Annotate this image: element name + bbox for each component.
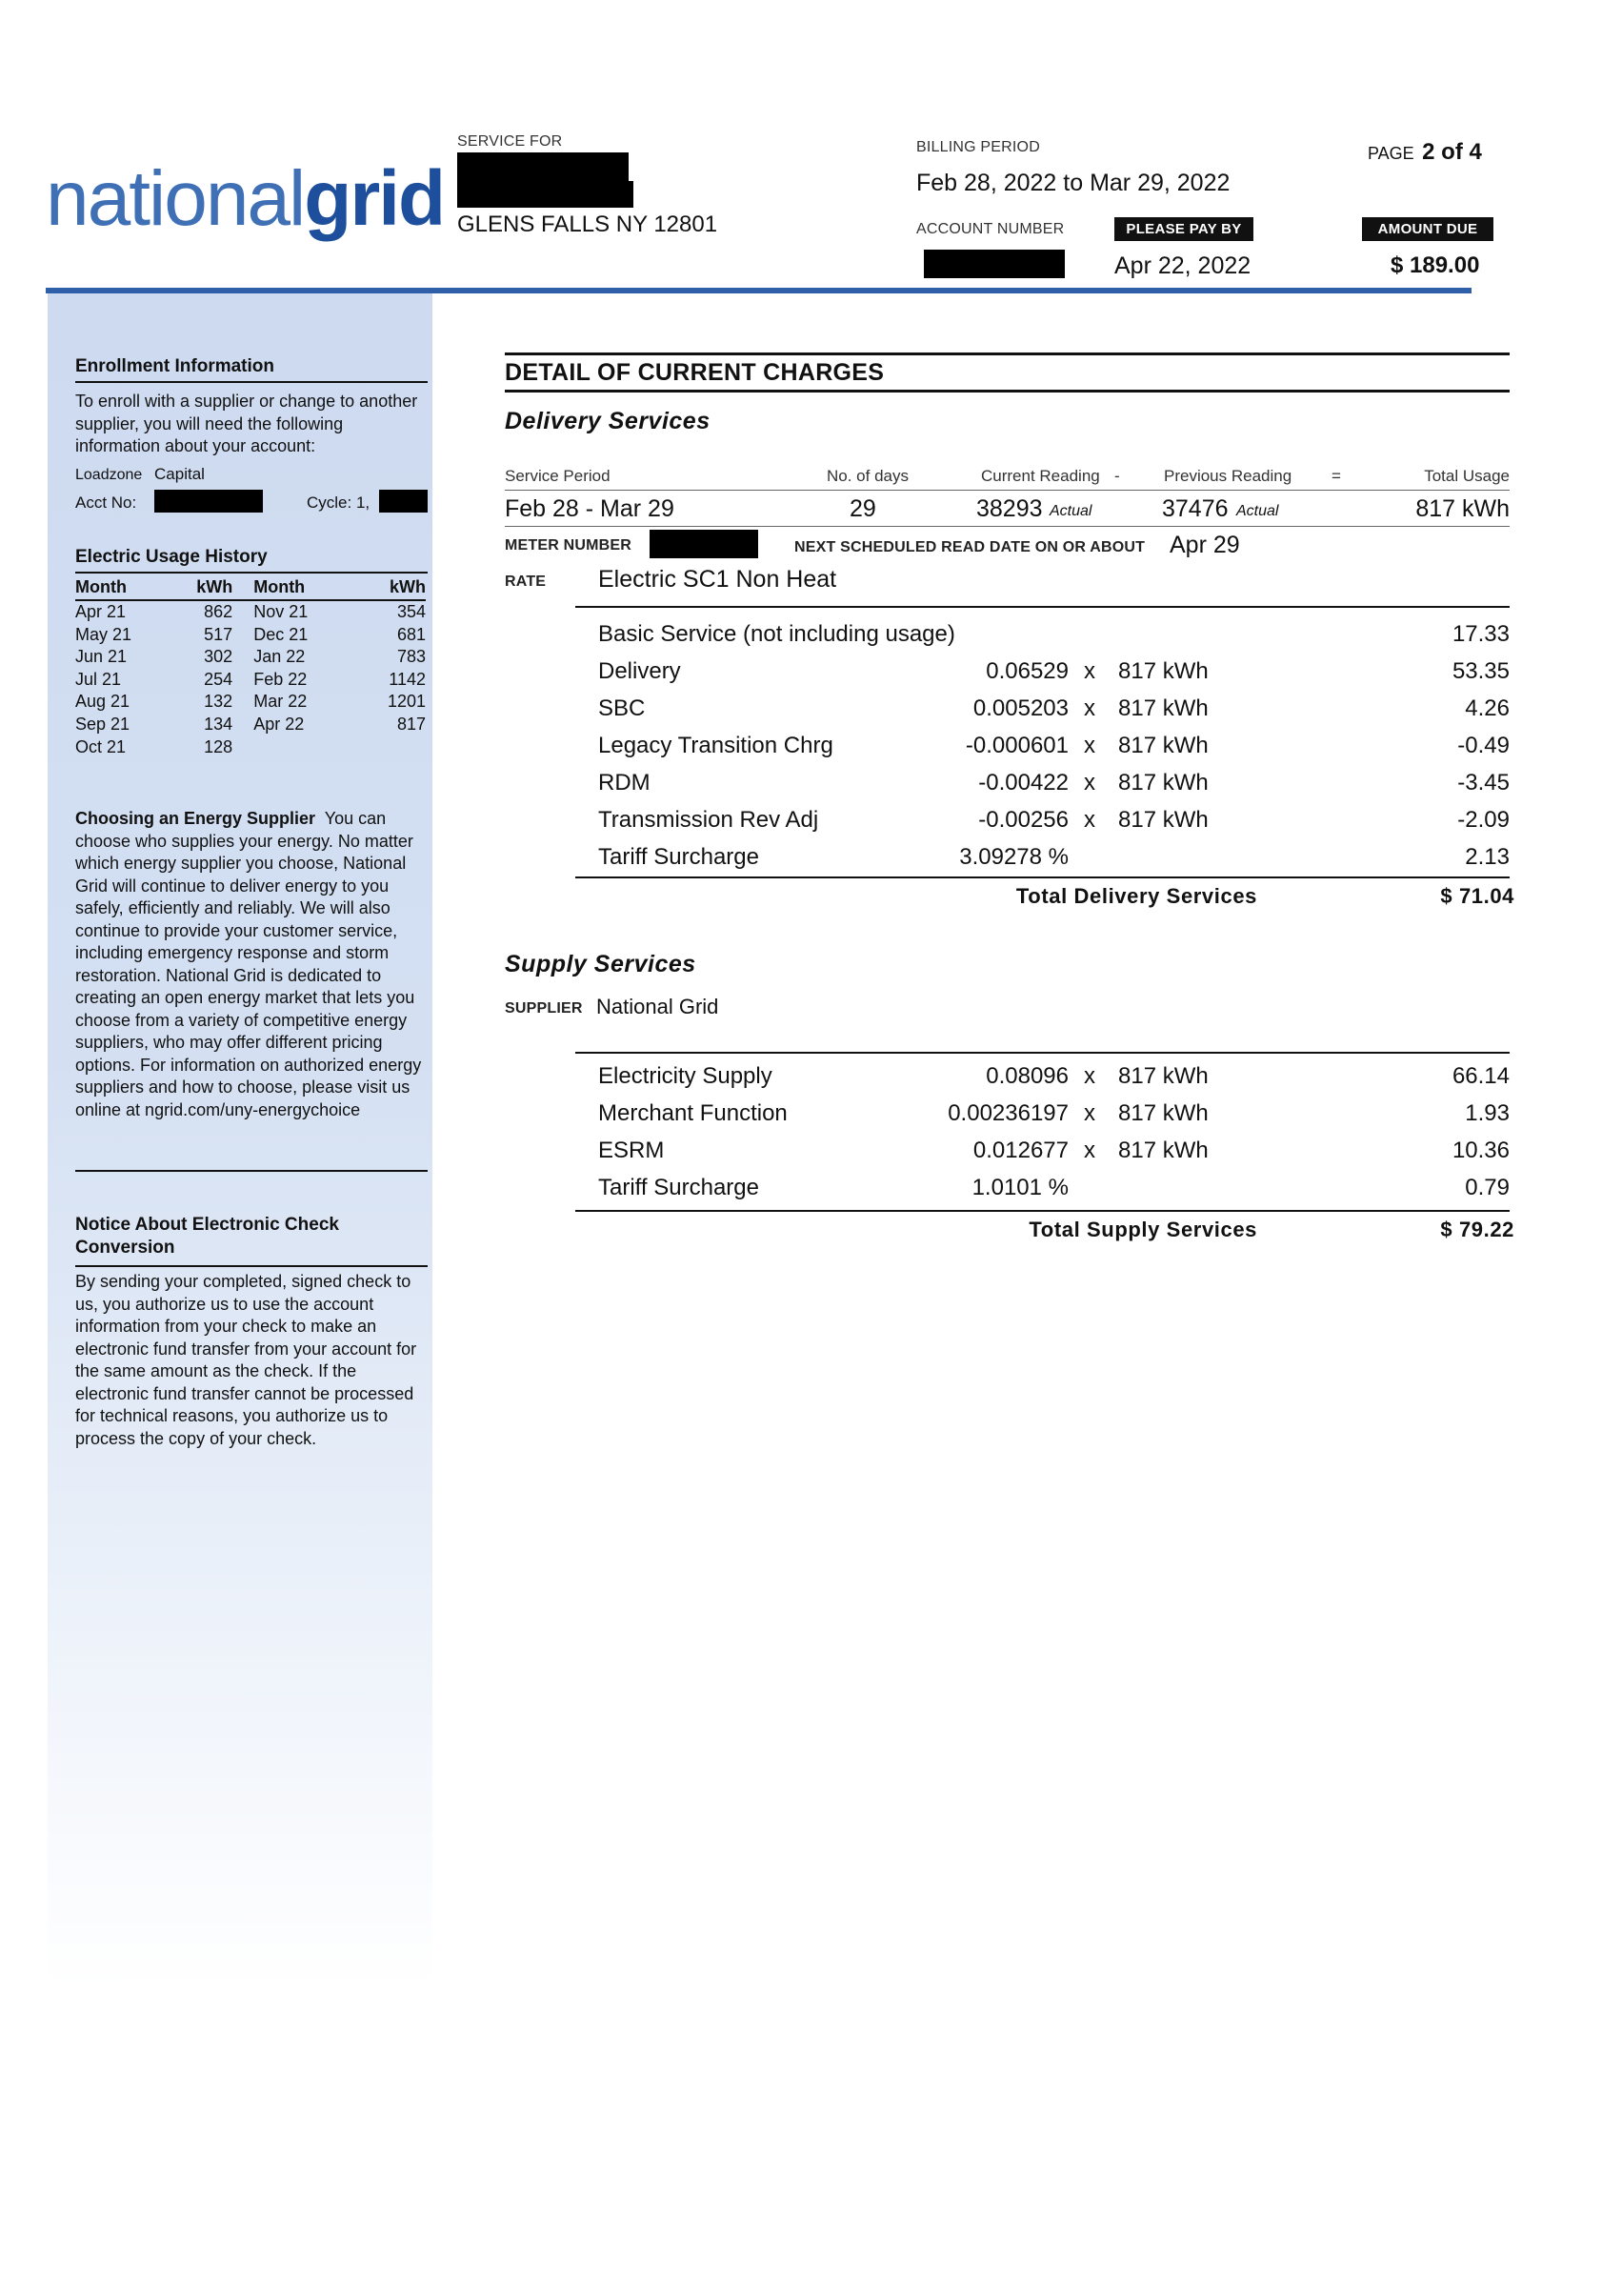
table-row <box>75 714 426 736</box>
delivery-services-title: Delivery Services <box>505 408 711 434</box>
supplier-value: National Grid <box>596 995 719 1018</box>
table-row <box>75 600 426 624</box>
charge-name: Tariff Surcharge <box>598 844 759 870</box>
redacted-acct-no <box>154 490 263 513</box>
usage-kwh: 517 <box>204 624 233 644</box>
page-value: 2 of 4 <box>1422 139 1482 165</box>
charge-quantity: 817 kWh <box>1118 807 1209 833</box>
charge-name: Delivery <box>598 658 681 684</box>
charge-amount: 4.26 <box>1465 695 1510 721</box>
cycle-label: Cycle: 1, <box>307 493 370 512</box>
charge-name: RDM <box>598 770 651 796</box>
previous-reading-type: Actual <box>1236 503 1279 519</box>
charge-quantity: 817 kWh <box>1118 695 1209 721</box>
usage-kwh: 862 <box>204 602 233 621</box>
charge-amount: 66.14 <box>1452 1063 1510 1089</box>
check-conversion-text: By sending your completed, signed check to us, you authorize us to use the account information from your check to make an electronic fund transfer from your account for the same amount as the check. If the electronic fund transfer cannot be processed for technical reasons, you authorize us to process the copy of your check. <box>75 1272 417 1448</box>
charge-amount: 1.93 <box>1465 1100 1510 1126</box>
charge-times: x <box>1084 770 1095 796</box>
usage-month: Jul 21 <box>75 669 122 689</box>
amount-due-label: AMOUNT DUE <box>1362 217 1493 241</box>
usage-kwh <box>361 736 426 759</box>
charge-rate: 0.005203 <box>972 695 1069 721</box>
usage-month: Jan 22 <box>253 647 306 667</box>
amount-due: $ 189.00 <box>1391 252 1480 278</box>
delivery-bottom-rule <box>575 876 1510 878</box>
table-row <box>75 691 426 714</box>
enrollment-title: Enrollment Information <box>75 356 428 383</box>
charge-amount: -0.49 <box>1457 733 1510 758</box>
charge-amount: 2.13 <box>1465 844 1510 870</box>
reading-divider <box>505 526 1510 527</box>
usage-col-month-1: Month <box>75 577 171 600</box>
charge-name: Merchant Function <box>598 1100 788 1126</box>
check-conversion-title: Notice About Electronic Check Conversion <box>75 1214 428 1267</box>
previous-reading: 37476 <box>1162 495 1229 522</box>
charge-name: Legacy Transition Chrg <box>598 733 833 758</box>
charge-name: SBC <box>598 695 646 721</box>
rate-value: Electric SC1 Non Heat <box>598 566 837 593</box>
charge-rate: -0.00422 <box>978 770 1069 796</box>
billing-period-label: BILLING PERIOD <box>916 139 1040 155</box>
please-pay-by-label: PLEASE PAY BY <box>1114 217 1253 241</box>
usage-month: Apr 21 <box>75 602 127 621</box>
rate-label: RATE <box>505 574 547 590</box>
usage-month: Sep 21 <box>75 714 130 734</box>
page-indicator <box>1368 139 1482 166</box>
charge-times: x <box>1084 733 1095 758</box>
supply-top-rule <box>575 1052 1510 1054</box>
total-usage: 817 kWh <box>1415 495 1510 522</box>
loadzone <box>75 463 428 487</box>
charge-name: Basic Service (not including usage) <box>598 621 955 647</box>
charge-quantity: 817 kWh <box>1118 770 1209 796</box>
charge-times: x <box>1084 807 1095 833</box>
usage-month: Aug 21 <box>75 692 130 712</box>
current-reading: 38293 <box>976 495 1043 522</box>
col-minus: - <box>1114 467 1120 485</box>
charge-quantity: 817 kWh <box>1118 1063 1209 1089</box>
usage-month <box>232 736 361 759</box>
account-number-label: ACCOUNT NUMBER <box>916 221 1065 237</box>
charge-amount: 0.79 <box>1465 1175 1510 1200</box>
charge-quantity: 817 kWh <box>1118 1100 1209 1126</box>
usage-history-title: Electric Usage History <box>75 547 428 574</box>
table-row <box>75 736 426 759</box>
loadzone-label: Loadzone <box>75 467 143 483</box>
charge-rate: 1.0101 % <box>971 1175 1069 1200</box>
charge-rate: 0.08096 <box>986 1063 1069 1089</box>
next-read-label: NEXT SCHEDULED READ DATE ON OR ABOUT <box>794 539 1146 555</box>
table-row <box>75 646 426 669</box>
col-service-period: Service Period <box>505 467 611 485</box>
supplier-label: SUPPLIER <box>505 1000 583 1017</box>
charge-rate: 0.012677 <box>972 1138 1069 1163</box>
energy-supplier-block <box>75 808 428 1121</box>
logo-text-light: national <box>46 155 305 242</box>
usage-col-month-2: Month <box>232 577 361 600</box>
usage-kwh: 132 <box>204 692 233 712</box>
usage-kwh: 254 <box>204 669 233 689</box>
usage-history-table <box>75 577 426 758</box>
enrollment-text: To enroll with a supplier or change to another supplier, you will need the following information about your account: <box>75 392 418 455</box>
service-period: Feb 28 - Mar 29 <box>505 495 674 522</box>
table-row <box>75 624 426 647</box>
supply-services-title: Supply Services <box>505 951 696 977</box>
charge-amount: 10.36 <box>1452 1138 1510 1163</box>
usage-col-kwh-2: kWh <box>361 577 426 600</box>
total-supply-label: Total Supply Services <box>1029 1218 1257 1241</box>
service-for-label: SERVICE FOR <box>457 133 563 150</box>
national-grid-logo <box>46 155 445 242</box>
service-city: GLENS FALLS NY 12801 <box>457 211 718 237</box>
charge-rate: 0.06529 <box>986 658 1069 684</box>
redacted-account-number <box>924 250 1065 278</box>
usage-month: Jun 21 <box>75 647 128 667</box>
usage-month: Feb 22 <box>253 669 308 689</box>
sidebar-divider <box>75 1170 428 1172</box>
usage-kwh: 302 <box>204 647 233 667</box>
charge-quantity: 817 kWh <box>1118 1138 1209 1163</box>
total-supply-amount: $ 79.22 <box>1440 1218 1514 1241</box>
charge-times: x <box>1084 1138 1095 1163</box>
col-equals: = <box>1332 467 1341 485</box>
usage-kwh: 1201 <box>387 692 426 712</box>
pay-by-date: Apr 22, 2022 <box>1114 252 1252 279</box>
usage-kwh: 681 <box>396 624 426 644</box>
col-days: No. of days <box>827 467 909 485</box>
charge-name: ESRM <box>598 1138 665 1163</box>
col-total-usage: Total Usage <box>1424 467 1510 485</box>
col-previous-reading: Previous Reading <box>1164 467 1292 485</box>
charge-rate: 0.00236197 <box>948 1100 1069 1126</box>
charge-name: Transmission Rev Adj <box>598 807 819 833</box>
charge-quantity: 817 kWh <box>1118 733 1209 758</box>
usage-month: May 21 <box>75 624 132 644</box>
header-divider <box>505 490 1510 491</box>
charge-times: x <box>1084 658 1095 684</box>
charge-name: Tariff Surcharge <box>598 1175 759 1200</box>
usage-header-row <box>75 577 426 600</box>
total-delivery-label: Total Delivery Services <box>1015 884 1257 908</box>
usage-kwh: 354 <box>396 602 426 621</box>
usage-kwh: 817 <box>396 714 426 734</box>
usage-month: Apr 22 <box>253 714 305 734</box>
usage-month: Mar 22 <box>253 692 308 712</box>
usage-kwh: 128 <box>204 736 233 756</box>
charge-rate: 3.09278 % <box>959 844 1069 870</box>
billing-period: Feb 28, 2022 to Mar 29, 2022 <box>916 170 1231 196</box>
redacted-cycle <box>379 490 428 513</box>
usage-kwh: 783 <box>396 647 426 667</box>
detail-title: DETAIL OF CURRENT CHARGES <box>505 352 1510 393</box>
usage-month: Oct 21 <box>75 736 127 756</box>
charge-amount: 53.35 <box>1452 658 1510 684</box>
next-read-date: Apr 29 <box>1170 532 1240 558</box>
charge-rate: -0.000601 <box>965 733 1069 758</box>
usage-col-kwh-1: kWh <box>171 577 233 600</box>
total-delivery-amount: $ 71.04 <box>1440 884 1514 908</box>
logo-text-bold: grid <box>304 155 445 242</box>
charge-amount: -3.45 <box>1457 770 1510 796</box>
charge-amount: -2.09 <box>1457 807 1510 833</box>
usage-month: Nov 21 <box>253 602 309 621</box>
current-reading-type: Actual <box>1050 503 1092 519</box>
col-current-reading: Current Reading <box>981 467 1100 485</box>
acct-no-label: Acct No: <box>75 493 137 512</box>
usage-kwh: 1142 <box>389 669 426 689</box>
charge-rate: -0.00256 <box>978 807 1069 833</box>
loadzone-value: Capital <box>154 465 205 483</box>
energy-supplier-title: Choosing an Energy Supplier <box>75 809 316 828</box>
table-row <box>75 669 426 692</box>
page-label: PAGE <box>1368 144 1414 163</box>
charge-times: x <box>1084 695 1095 721</box>
energy-supplier-text: You can choose who supplies your energy. No matter which energy supplier you choose, National Grid will continue to deliver energy to you safely, efficiently and reliably. We will also continue to provide your customer service, including emergency response and storm restoration. National Grid is dedicated to creating an open energy market that lets you choose from a variety of competitive energy suppliers, who may offer different pricing options. For information on authorized energy suppliers and how to choose, please visit us online at ngrid.com/uny-energychoice <box>75 809 422 1119</box>
usage-kwh: 134 <box>204 714 233 734</box>
usage-month: Dec 21 <box>253 624 309 644</box>
redacted-meter-number <box>650 530 758 558</box>
redacted-address <box>457 181 633 208</box>
days: 29 <box>850 495 876 522</box>
meter-number-label: METER NUMBER <box>505 537 632 554</box>
charge-name: Electricity Supply <box>598 1063 772 1089</box>
charge-quantity: 817 kWh <box>1118 658 1209 684</box>
supply-bottom-rule <box>575 1210 1510 1212</box>
charge-times: x <box>1084 1063 1095 1089</box>
delivery-top-rule <box>575 606 1510 608</box>
charge-times: x <box>1084 1100 1095 1126</box>
charge-amount: 17.33 <box>1452 621 1510 647</box>
